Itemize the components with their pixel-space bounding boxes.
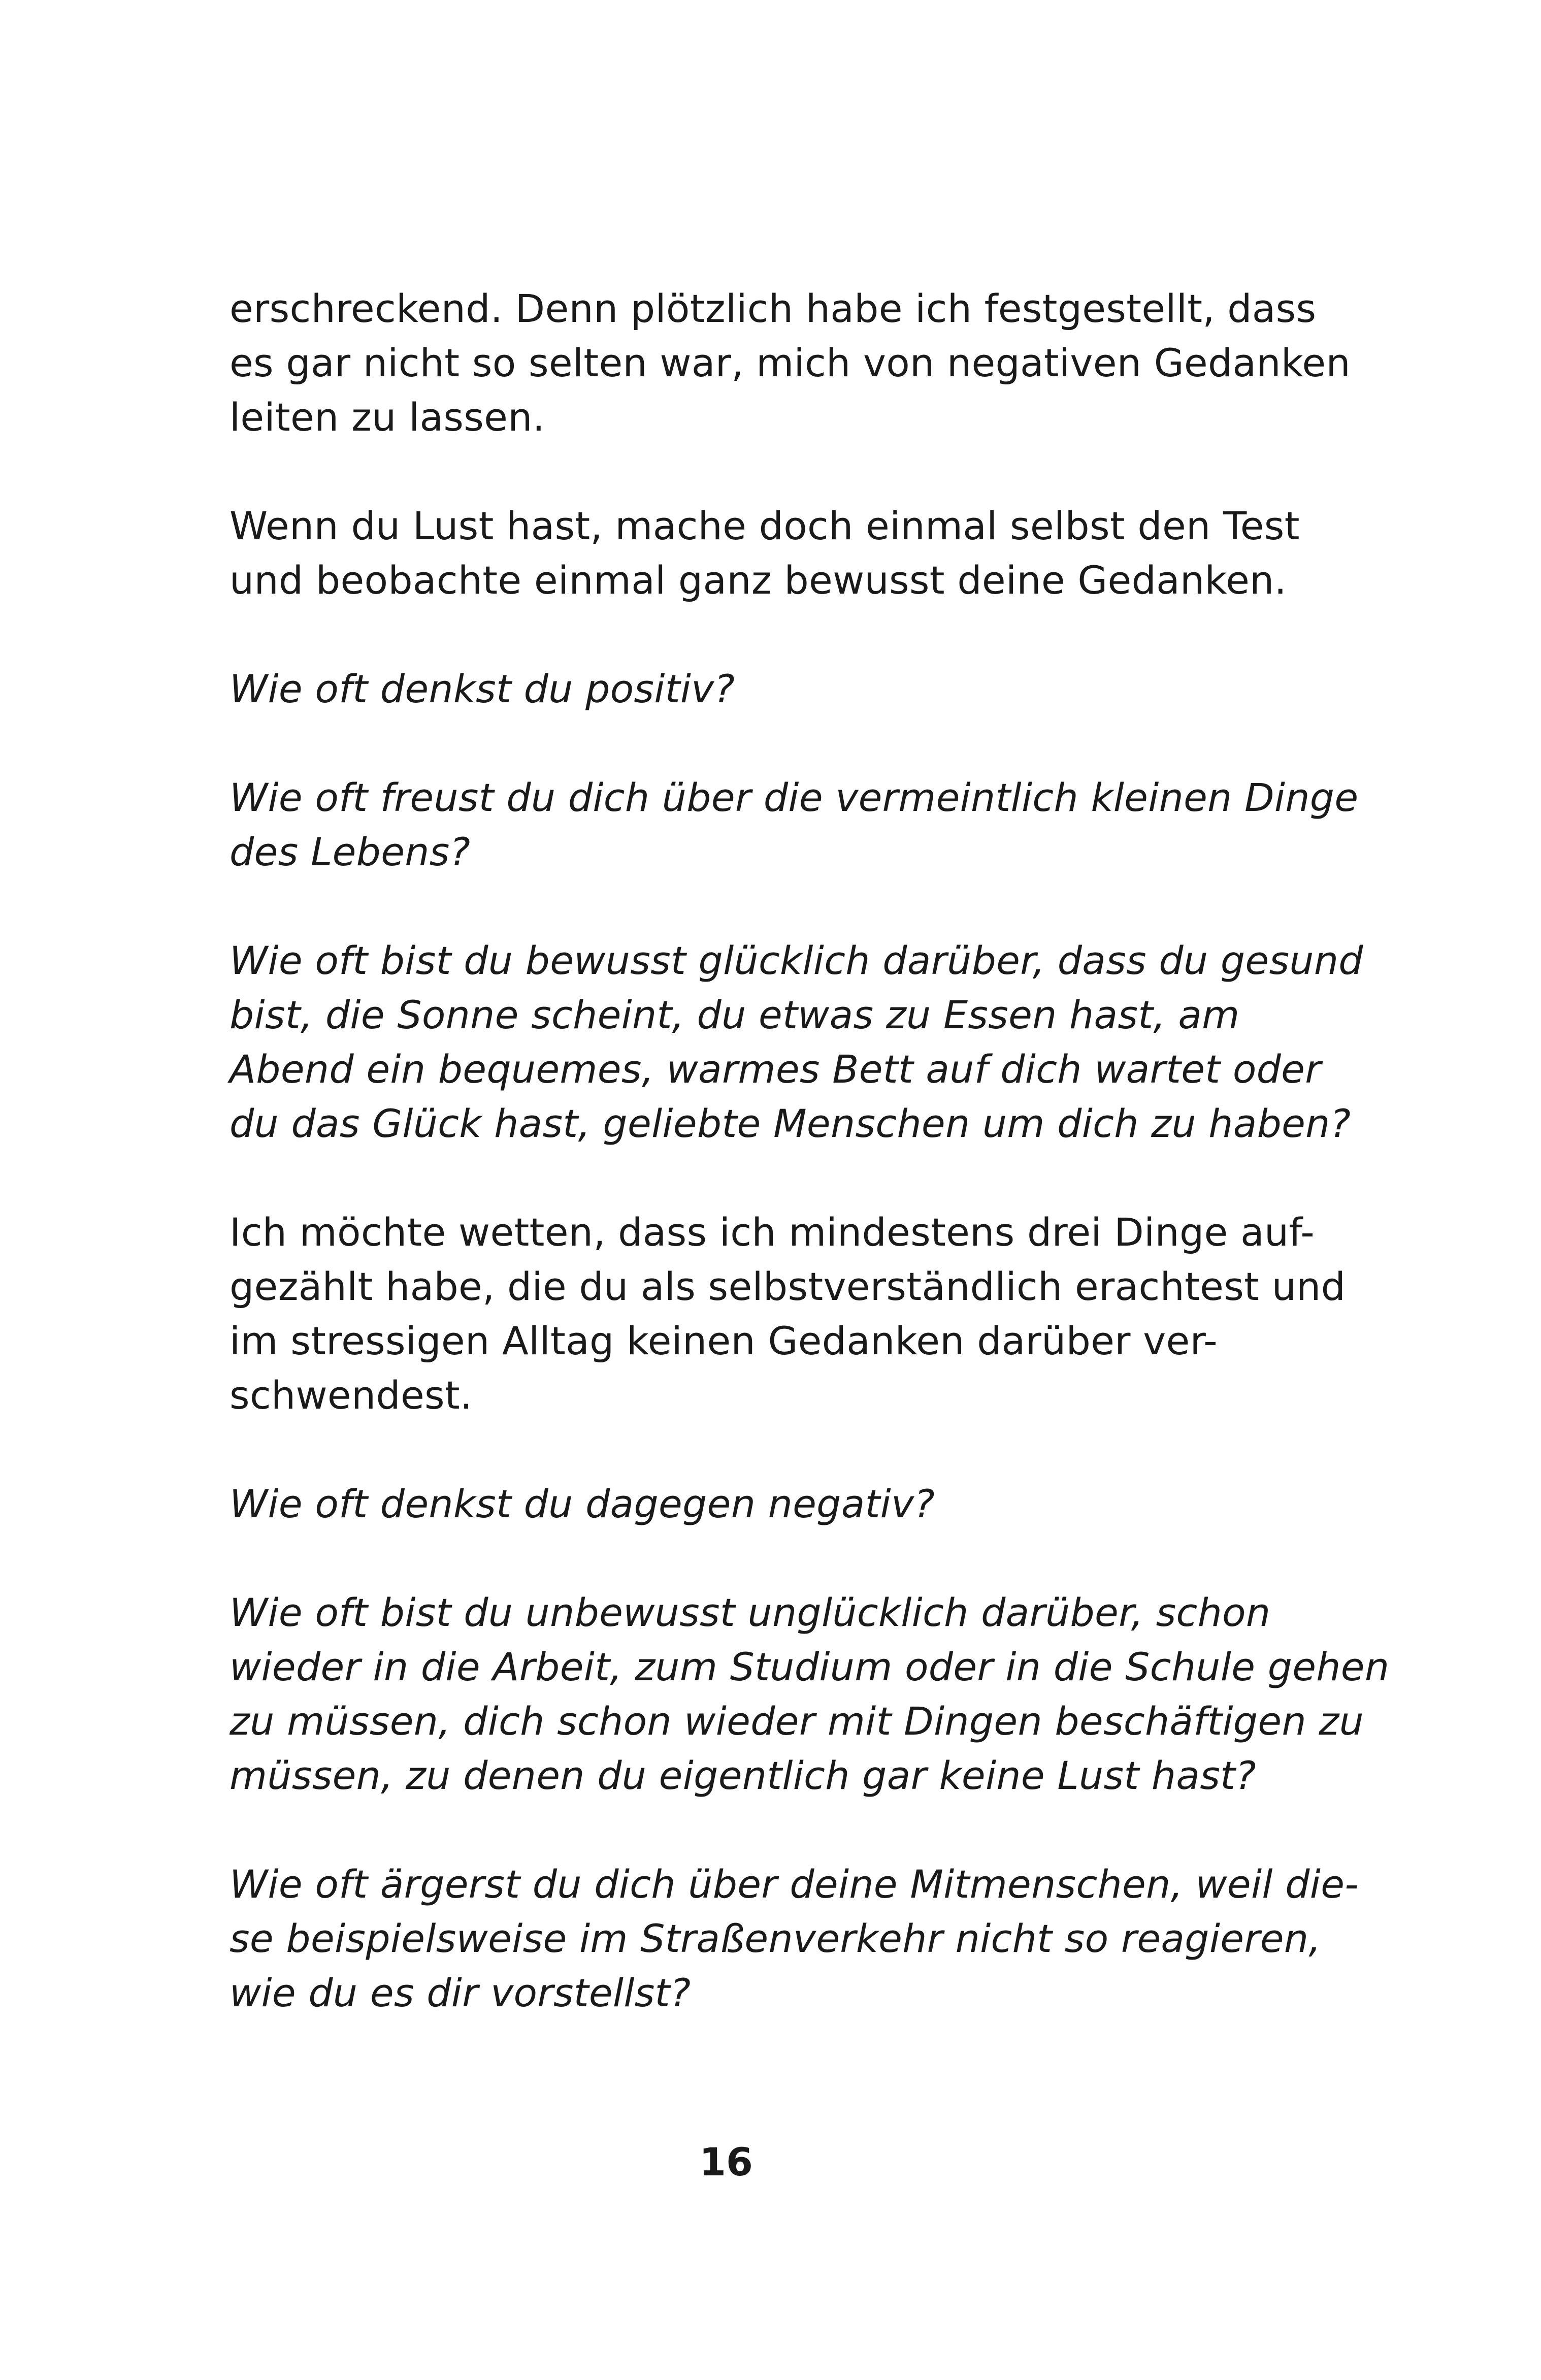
question-negative — [229, 1477, 1245, 1531]
text-line: des Lebens? — [229, 829, 471, 874]
text-line: es gar nicht so selten war, mich von negativen Gedanken — [229, 340, 1351, 385]
text-line: Wie oft denkst du dagegen negativ? — [229, 1481, 935, 1526]
text-line: du das Glück hast, geliebte Menschen um dich zu haben? — [229, 1101, 1351, 1146]
text-line: se beispielsweise im Straßenverkehr nicht so reagieren, — [229, 1916, 1321, 1961]
text-line: wie du es dir vorstellst? — [229, 1970, 691, 2015]
text-line: gezählt habe, die du als selbstverständlich erachtest und — [229, 1264, 1346, 1309]
text-line: im stressigen Alltag keinen Gedanken darüber ver- — [229, 1318, 1218, 1363]
text-line: leiten zu lassen. — [229, 395, 545, 440]
text-line: und beobachte einmal ganz bewusst deine Gedanken. — [229, 558, 1287, 603]
text-line: Wie oft ärgerst du dich über deine Mitmenschen, weil die- — [229, 1862, 1359, 1907]
question-unhappy — [229, 1585, 1390, 1803]
text-line: müssen, zu denen du eigentlich gar keine Lust hast? — [229, 1753, 1256, 1798]
text-line: bist, die Sonne scheint, du etwas zu Essen hast, am — [229, 992, 1240, 1037]
body-text — [229, 281, 1390, 2020]
paragraph-1 — [229, 281, 1351, 444]
text-line: erschreckend. Denn plötzlich habe ich festgestellt, dass — [229, 286, 1317, 331]
text-line: Abend ein bequemes, warmes Bett auf dich wartet oder — [229, 1047, 1321, 1092]
text-line: Wie oft bist du unbewusst unglücklich darüber, schon — [229, 1590, 1271, 1635]
text-line: schwendest. — [229, 1373, 473, 1418]
question-annoyed — [229, 1857, 1359, 2020]
text-line: zu müssen, dich schon wieder mit Dingen beschäftigen zu — [229, 1699, 1364, 1744]
text-line: Ich möchte wetten, dass ich mindestens drei Dinge auf- — [229, 1210, 1315, 1255]
paragraph-bet — [229, 1205, 1346, 1422]
paragraph-2 — [229, 499, 1300, 607]
text-line: Wenn du Lust hast, mache doch einmal selbst den Test — [229, 503, 1300, 548]
text-line: Wie oft bist du bewusst glücklich darüber, dass du gesund — [229, 938, 1363, 983]
text-line: Wie oft freust du dich über die vermeintlich kleinen Dinge — [229, 775, 1359, 820]
question-positive — [229, 662, 1245, 716]
question-small-things — [229, 770, 1359, 879]
page-number: 16 — [699, 2139, 753, 2185]
question-grateful — [229, 933, 1363, 1151]
text-line: Wie oft denkst du positiv? — [229, 666, 735, 711]
text-line: wieder in die Arbeit, zum Studium oder in die Schule gehen — [229, 1644, 1390, 1689]
